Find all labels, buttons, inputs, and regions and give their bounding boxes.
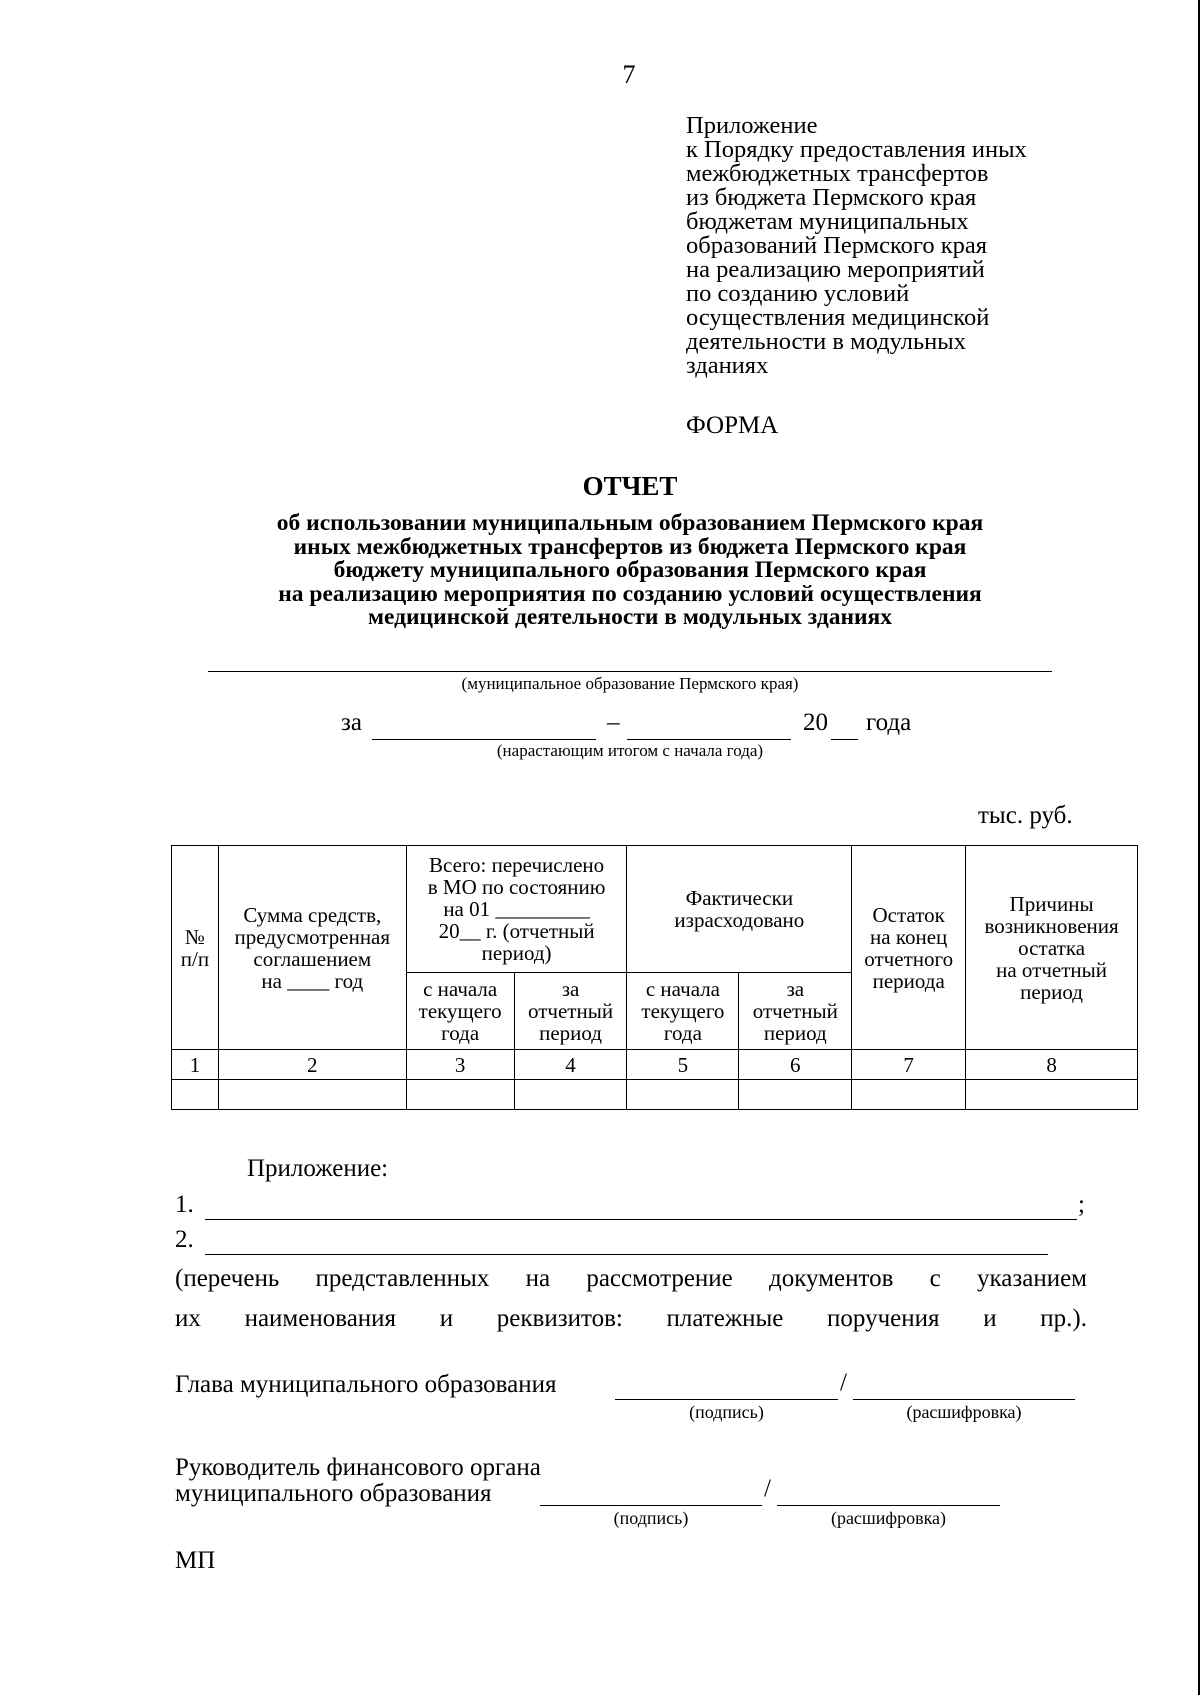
header-text: период (763, 1021, 827, 1045)
header-text: на ____ год (261, 968, 364, 993)
column-number: 7 (852, 1050, 966, 1080)
header-text: период) (481, 941, 552, 965)
form-label: ФОРМА (686, 412, 779, 439)
header-text: за (561, 977, 580, 1001)
data-cell[interactable] (406, 1080, 514, 1110)
column-number-row (172, 1050, 1138, 1080)
header-col7 (852, 846, 966, 1050)
header-text: период (539, 1021, 602, 1045)
head-sign-caption: (подпись) (689, 1402, 764, 1422)
column-number: 2 (218, 1050, 406, 1080)
header-text: за (786, 977, 805, 1001)
attachment-item-2-field[interactable] (205, 1254, 1048, 1255)
attachment-item-number: 2. (175, 1226, 194, 1253)
column-number: 5 (627, 1050, 739, 1080)
header-text: на конец (870, 924, 948, 949)
annex-line: к Порядку предоставления иных (686, 136, 1027, 163)
subtitle-line: об использовании муниципальным образованием Пермского края (276, 510, 984, 536)
column-number: 8 (966, 1050, 1138, 1080)
attachment-item-number: 1. (175, 1191, 194, 1218)
period-year-prefix: 20 (803, 709, 828, 736)
subtitle-line: на реализацию мероприятия по созданию условий осуществления (278, 580, 982, 607)
header-text: Сумма средств, (243, 902, 382, 927)
header-text: соглашением (253, 946, 372, 971)
data-cell[interactable] (218, 1080, 406, 1110)
period-year-field[interactable] (831, 739, 858, 740)
attachments-heading: Приложение: (247, 1155, 389, 1182)
page-number: 7 (622, 60, 636, 89)
finance-label-line: Руководитель финансового органа (175, 1454, 541, 1481)
report-title: ОТЧЕТ (582, 471, 678, 501)
header-text: года (441, 1021, 480, 1045)
finance-sign-caption: (подпись) (613, 1508, 689, 1528)
attachments-note (175, 1259, 1087, 1339)
period-end-field[interactable] (627, 739, 791, 740)
header-spent-group (627, 846, 852, 973)
finance-signature-slash: / (764, 1475, 771, 1502)
finance-signature-field[interactable] (540, 1505, 762, 1506)
annex-line: из бюджета Пермского края (686, 184, 977, 211)
header-text: п/п (180, 946, 210, 971)
head-decode-caption: (расшифровка) (906, 1402, 1022, 1422)
report-subtitle (0, 512, 1200, 630)
header-text: с начала (645, 977, 720, 1001)
data-cell[interactable] (852, 1080, 966, 1110)
header-text: Всего: перечислено (429, 853, 605, 877)
header-col1 (172, 846, 219, 1050)
stamp-place: МП (175, 1547, 216, 1574)
header-text: на отчетный (996, 957, 1107, 982)
header-text: текущего (641, 999, 725, 1023)
header-text: израсходовано (674, 908, 805, 932)
header-text: отчетный (752, 999, 838, 1023)
header-text: года (663, 1021, 702, 1045)
annex-line: деятельности в модульных (686, 328, 966, 355)
subtitle-line: бюджету муниципального образования Пермского края (333, 557, 927, 583)
subtitle-line: медицинской деятельности в модульных зданиях (367, 604, 892, 630)
head-signature-field[interactable] (615, 1399, 838, 1400)
table-row (172, 1080, 1138, 1110)
header-col6 (739, 973, 852, 1050)
annex-line: межбюджетных трансфертов (686, 160, 989, 187)
annex-line: по созданию условий (686, 280, 910, 307)
annex-line: Приложение (686, 112, 818, 139)
header-col8 (966, 846, 1138, 1050)
header-text: предусмотренная (234, 924, 391, 949)
header-col4 (514, 973, 627, 1050)
annex-line: бюджетам муниципальных (686, 208, 969, 235)
unit-label: тыс. руб. (978, 802, 1073, 829)
column-number: 4 (514, 1050, 627, 1080)
note-line: их наименования и реквизитов: платежные поручения и пр.). (175, 1305, 1087, 1332)
header-col3 (406, 973, 514, 1050)
header-text: возникновения (984, 913, 1119, 938)
data-cell[interactable] (739, 1080, 852, 1110)
note-line: (перечень представленных на рассмотрение документов с указанием (175, 1265, 1087, 1292)
header-text: 20__ г. (отчетный (438, 919, 595, 943)
municipality-caption: (муниципальное образование Пермского края) (461, 674, 799, 693)
header-text: Фактически (685, 886, 794, 910)
head-signature-slash: / (840, 1369, 847, 1396)
data-cell[interactable] (172, 1080, 219, 1110)
attachment-item-end: ; (1078, 1191, 1085, 1218)
finance-signature-label (175, 1455, 541, 1507)
subtitle-line: иных межбюджетных трансфертов из бюджета Пермского края (293, 533, 967, 560)
report-table (171, 845, 1138, 1110)
header-text: в МО по состоянию (427, 875, 606, 899)
attachment-item-1-field[interactable] (205, 1219, 1077, 1220)
data-cell[interactable] (966, 1080, 1138, 1110)
head-decode-field[interactable] (853, 1399, 1075, 1400)
municipality-field-line[interactable] (208, 671, 1052, 672)
annex-line: образований Пермского края (686, 232, 988, 259)
column-number: 6 (739, 1050, 852, 1080)
annex-line: осуществления медицинской (686, 304, 990, 331)
header-text: отчетного (864, 946, 954, 971)
header-col2 (218, 846, 406, 1050)
finance-decode-field[interactable] (777, 1505, 1000, 1506)
annex-line: зданиях (686, 352, 769, 379)
annex-line: на реализацию мероприятий (686, 256, 985, 283)
column-number: 1 (172, 1050, 219, 1080)
header-text: текущего (418, 999, 502, 1023)
header-col5 (627, 973, 739, 1050)
header-text: период (1020, 979, 1083, 1004)
header-text: Причины (1009, 891, 1094, 916)
header-text: с начала (423, 977, 498, 1001)
header-text: Остаток (872, 902, 945, 927)
header-text: периода (872, 968, 945, 993)
period-suffix: года (866, 709, 912, 736)
data-cell[interactable] (627, 1080, 739, 1110)
finance-label-line: муниципального образования (175, 1480, 492, 1507)
annex-block (686, 114, 1166, 378)
finance-decode-caption: (расшифровка) (830, 1508, 947, 1528)
period-start-field[interactable] (372, 739, 596, 740)
head-signature-label: Глава муниципального образования (175, 1371, 557, 1398)
header-text: № (184, 924, 205, 949)
header-transferred-group (406, 846, 627, 973)
header-text: остатка (1018, 935, 1086, 960)
data-cell[interactable] (514, 1080, 627, 1110)
column-number: 3 (406, 1050, 514, 1080)
period-caption: (нарастающим итогом с начала года) (496, 741, 764, 760)
header-text: на 01 _________ (443, 897, 590, 921)
period-dash: – (607, 709, 620, 736)
period-prefix: за (341, 709, 362, 736)
header-text: отчетный (528, 999, 614, 1023)
